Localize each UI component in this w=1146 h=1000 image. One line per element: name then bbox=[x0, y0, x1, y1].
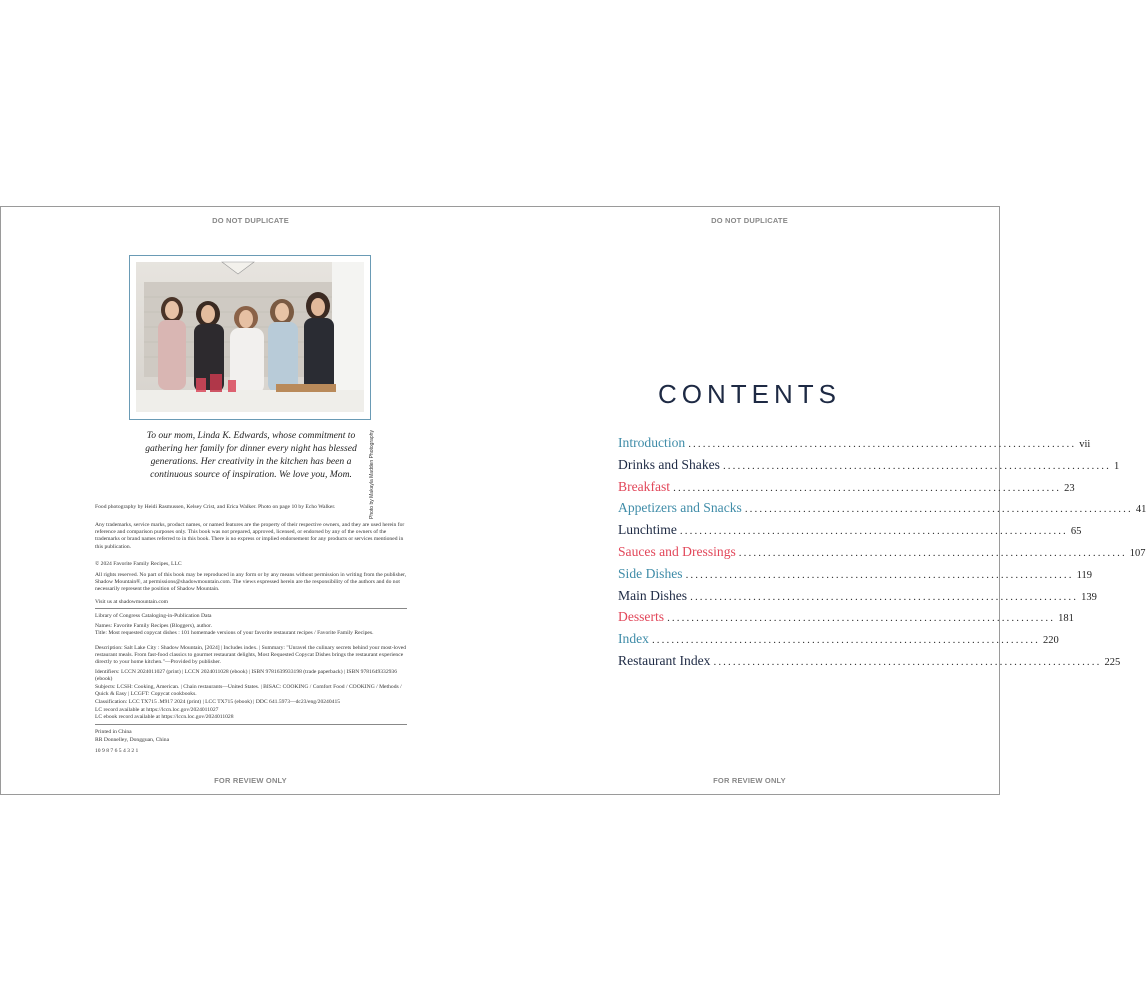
page-footer-right: FOR REVIEW ONLY bbox=[713, 776, 786, 785]
cip-identifiers: Identifiers: LCCN 2024011027 (print) | LCCN 2024011028 (ebook) | ISBN 9781639933198 (trade paperback) | ISBN 9781649332936 (ebook) bbox=[95, 669, 398, 683]
toc-dot-leader: ................................................................................ bbox=[744, 503, 1133, 516]
toc-entry bbox=[618, 565, 1092, 586]
rights-notice: All rights reserved. No part of this book may be reproduced in any form or by any means without permission in writing from the publisher, Shadow Mountain®, at permissions@shadowmountain.com. The views expressed herein are the responsibility of the authors and do not necessarily represent the position of Shadow Mountain. bbox=[95, 572, 407, 593]
toc-entry-label: Side Dishes bbox=[618, 565, 683, 581]
cip-names: Names: Favorite Family Recipes (Bloggers), author. bbox=[95, 623, 212, 629]
toc-entry-label: Drinks and Shakes bbox=[618, 456, 720, 472]
toc-entry bbox=[618, 631, 1059, 651]
toc-entry-page: 220 bbox=[1042, 635, 1059, 647]
toc-entry-page: 65 bbox=[1070, 526, 1082, 538]
printing-number-line: 10 9 8 7 6 5 4 3 2 1 bbox=[95, 748, 139, 754]
toc-dot-leader: ................................................................................ bbox=[690, 590, 1079, 603]
toc-entry bbox=[618, 435, 1091, 455]
copyright-line: © 2024 Favorite Family Recipes, LLC bbox=[95, 561, 182, 567]
page-footer-left: FOR REVIEW ONLY bbox=[214, 776, 287, 785]
photo-credit: Photo by Makayla Madden Photography bbox=[369, 430, 375, 519]
toc-entry-page: 225 bbox=[1104, 657, 1121, 668]
page-header-left: DO NOT DUPLICATE bbox=[212, 216, 289, 225]
toc-entry bbox=[618, 587, 1097, 608]
toc-entry-page: 41 bbox=[1135, 504, 1146, 516]
divider bbox=[95, 724, 407, 725]
toc-entry bbox=[618, 478, 1075, 499]
cip-subjects: Subjects: LCSH: Cooking, American. | Chain restaurants—United States. | BISAC: COOKING / Comfort Food / COOKING / Methods / Quick & Easy | LCGFT: Copycat cookbooks. bbox=[95, 684, 402, 698]
toc-entry bbox=[618, 544, 1146, 564]
toc-entry-label: Introduction bbox=[618, 435, 686, 450]
toc-entry-label: Appetizers and Snacks bbox=[618, 500, 742, 516]
printed-in: Printed in China bbox=[95, 729, 132, 735]
toc-entry-page: 181 bbox=[1058, 613, 1074, 625]
divider bbox=[95, 608, 407, 609]
toc-dot-leader: ................................................................................ bbox=[738, 547, 1127, 559]
cip-description: Description: Salt Lake City : Shadow Mountain, [2024] | Includes index. | Summary: "Unravel the culinary secrets behind your most-loved restaurant meals. From fast-food classics to gourmet restaurant delights, Most Requested Copycat Dishes brings the restaurant experience directly to your home kitchen."—Provided by publisher. bbox=[95, 645, 407, 666]
toc-dot-leader: ................................................................................ bbox=[688, 438, 1077, 450]
toc-entry-label: Main Dishes bbox=[618, 587, 688, 603]
toc-entry bbox=[618, 522, 1082, 542]
toc-entry-label: Sauces and Dressings bbox=[618, 544, 736, 559]
toc-entry-page: 23 bbox=[1064, 482, 1075, 494]
toc-entry-page: 119 bbox=[1076, 569, 1092, 581]
toc-entry bbox=[618, 500, 1146, 520]
toc-entry-label: Index bbox=[618, 631, 649, 647]
toc-dot-leader: ................................................................................ bbox=[713, 656, 1102, 668]
toc-entry-page: 1 bbox=[1113, 460, 1120, 472]
toc-entry-label: Restaurant Index bbox=[618, 653, 711, 668]
dedication: To our mom, Linda K. Edwards, whose commitment to gathering her family for dinner every night has blessed generations. Her creativity in the kitchen has been a continuous source of inspiration. We love you, Mom. bbox=[145, 430, 357, 480]
trademark-notice: Any trademarks, service marks, product names, or named features are the property of their respective owners, and they are used herein for reference and comparison purposes only. This book was not prepared, approved, licensed, or endorsed by any of the owners of the trademarks or brand names referred to in this book. There is no express or implied endorsement for any products or services mentioned in this publication. bbox=[95, 522, 405, 550]
family-photo-frame bbox=[129, 255, 371, 420]
toc-entry-label: Lunchtime bbox=[618, 522, 677, 538]
toc-entry-page: 139 bbox=[1081, 591, 1097, 603]
toc-entry-label: Breakfast bbox=[618, 478, 671, 494]
food-photography-credit: Food photography by Heidi Rasmussen, Kelsey Crist, and Erica Walker. Photo on page 10 by Echo Walker. bbox=[95, 504, 336, 510]
toc-dot-leader: ................................................................................ bbox=[679, 525, 1068, 538]
toc-dot-leader: ................................................................................ bbox=[667, 612, 1056, 625]
toc-entry-page: vii bbox=[1079, 439, 1091, 450]
toc-dot-leader: ................................................................................ bbox=[673, 481, 1062, 494]
printer-line: RR Donnelley, Dongguan, China bbox=[95, 737, 170, 743]
toc-entry-label: Desserts bbox=[618, 609, 665, 625]
toc-dot-leader: ................................................................................ bbox=[685, 568, 1074, 581]
cip-lc-ebook-record: LC ebook record available at https://lccn.loc.gov/2024011028 bbox=[95, 714, 234, 720]
website-line: Visit us at shadowmountain.com bbox=[95, 599, 168, 605]
cip-lc-record: LC record available at https://lccn.loc.gov/2024011027 bbox=[95, 707, 219, 713]
cip-classification: Classification: LCC TX715 .M917 2024 (print) | LCC TX715 (ebook) | DDC 641.5973—dc23/eng/20240415 bbox=[95, 699, 341, 705]
book-spread bbox=[0, 206, 1146, 795]
toc-entry bbox=[618, 653, 1121, 673]
toc-dot-leader: ................................................................................ bbox=[651, 634, 1040, 647]
page-header-right: DO NOT DUPLICATE bbox=[711, 216, 788, 225]
cip-title: Library of Congress Cataloging-in-Publication Data bbox=[95, 613, 212, 619]
family-photo-image bbox=[136, 262, 364, 412]
copyright-page bbox=[1, 207, 500, 794]
toc-entry bbox=[618, 456, 1120, 477]
toc-dot-leader: ................................................................................ bbox=[722, 459, 1111, 472]
cip-book-title: Title: Most requested copycat dishes : 101 homemade versions of your favorite restaurant recipes / Favorite Family Recipes. bbox=[95, 630, 374, 636]
family-photo bbox=[136, 262, 364, 412]
toc-entry-page: 107 bbox=[1129, 548, 1146, 559]
toc-entry bbox=[618, 609, 1074, 629]
contents-page bbox=[500, 207, 1146, 794]
contents-title: CONTENTS bbox=[658, 379, 841, 409]
